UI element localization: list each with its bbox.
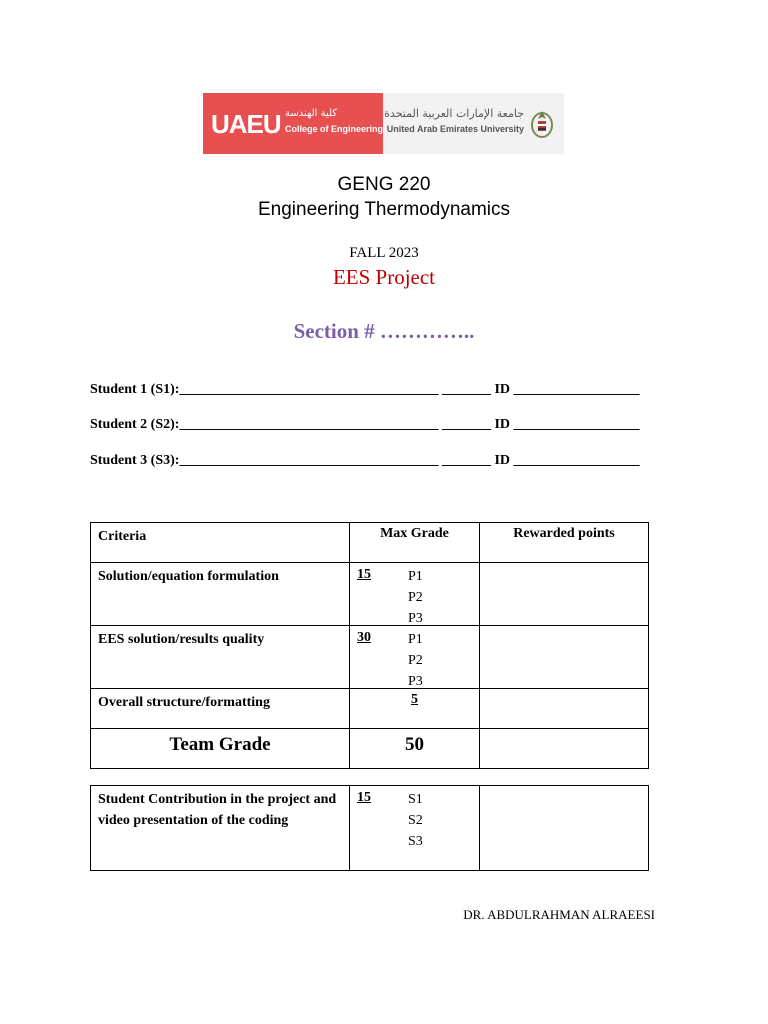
max-grade-value: 5 — [411, 692, 418, 707]
table-row — [91, 689, 649, 729]
university-seal-icon — [530, 107, 554, 139]
rewarded-points-cell[interactable] — [480, 729, 649, 769]
section-number: Section # ………….. — [293, 319, 475, 343]
rewarded-points-cell[interactable] — [480, 563, 649, 626]
part-label: P2 — [408, 653, 423, 668]
table-row — [91, 626, 649, 689]
student-line-1: Student 1 (S1):_____________________________________ _______ ID __________________ — [90, 382, 640, 397]
criteria-cell: EES solution/results quality — [91, 626, 350, 689]
student-part-label: S3 — [408, 834, 423, 849]
part-label: P2 — [408, 590, 423, 605]
uaeu-logo-text: UAEU — [211, 109, 281, 139]
id-label: ID — [494, 382, 511, 397]
contribution-table — [90, 785, 649, 871]
project-title: EES Project — [332, 265, 436, 289]
course-name: Engineering Thermodynamics — [257, 199, 511, 220]
college-name-english: College of Engineering — [285, 124, 384, 134]
max-grade-cell — [350, 563, 480, 626]
rewarded-points-cell[interactable] — [480, 786, 649, 871]
grades-table — [90, 522, 649, 769]
criteria-cell: Solution/equation formulation — [91, 563, 350, 626]
college-name-arabic: كلية الهندسة — [285, 108, 338, 119]
id-label: ID — [494, 453, 511, 468]
table-row — [91, 786, 649, 871]
rewarded-points-header: Rewarded points — [480, 523, 649, 563]
student-label: Student 3 (S3): — [90, 453, 180, 468]
part-label: P1 — [408, 632, 423, 647]
rewarded-points-cell[interactable] — [480, 689, 649, 729]
part-label: P1 — [408, 569, 423, 584]
student-line-3: Student 3 (S3):_____________________________________ _______ ID __________________ — [90, 453, 640, 468]
student-label: Student 2 (S2): — [90, 417, 180, 432]
university-banner — [203, 93, 564, 154]
max-grade-cell — [350, 626, 480, 689]
student-label: Student 1 (S1): — [90, 382, 180, 397]
max-grade-cell — [350, 689, 480, 729]
max-grade-cell — [350, 786, 480, 871]
criteria-header: Criteria — [91, 523, 350, 563]
table-header-row — [91, 523, 649, 563]
contribution-criteria: Student Contribution in the project and video presentation of the coding — [91, 786, 350, 871]
team-grade-row — [91, 729, 649, 769]
team-grade-max: 50 — [350, 729, 480, 769]
table-row — [91, 563, 649, 626]
university-name-arabic: جامعة الإمارات العربية المتحدة — [384, 107, 524, 120]
instructor-name: DR. ABDULRAHMAN ALRAEESI — [463, 907, 655, 922]
student-part-label: S1 — [408, 792, 423, 807]
student-line-2: Student 2 (S2):_____________________________________ _______ ID __________________ — [90, 417, 640, 432]
college-logo — [203, 93, 383, 154]
max-grade-value: 30 — [357, 630, 371, 645]
course-code: GENG 220 — [337, 174, 431, 195]
id-label: ID — [494, 417, 511, 432]
university-name-english: United Arab Emirates University — [386, 124, 524, 134]
university-logo — [383, 93, 564, 154]
semester: FALL 2023 — [349, 245, 419, 261]
part-label: P3 — [408, 611, 423, 626]
student-part-label: S2 — [408, 813, 423, 828]
team-grade-label: Team Grade — [91, 729, 350, 769]
max-grade-header: Max Grade — [350, 523, 480, 563]
max-grade-value: 15 — [357, 790, 371, 805]
max-grade-value: 15 — [357, 567, 371, 582]
criteria-cell: Overall structure/formatting — [91, 689, 350, 729]
rewarded-points-cell[interactable] — [480, 626, 649, 689]
part-label: P3 — [408, 674, 423, 689]
